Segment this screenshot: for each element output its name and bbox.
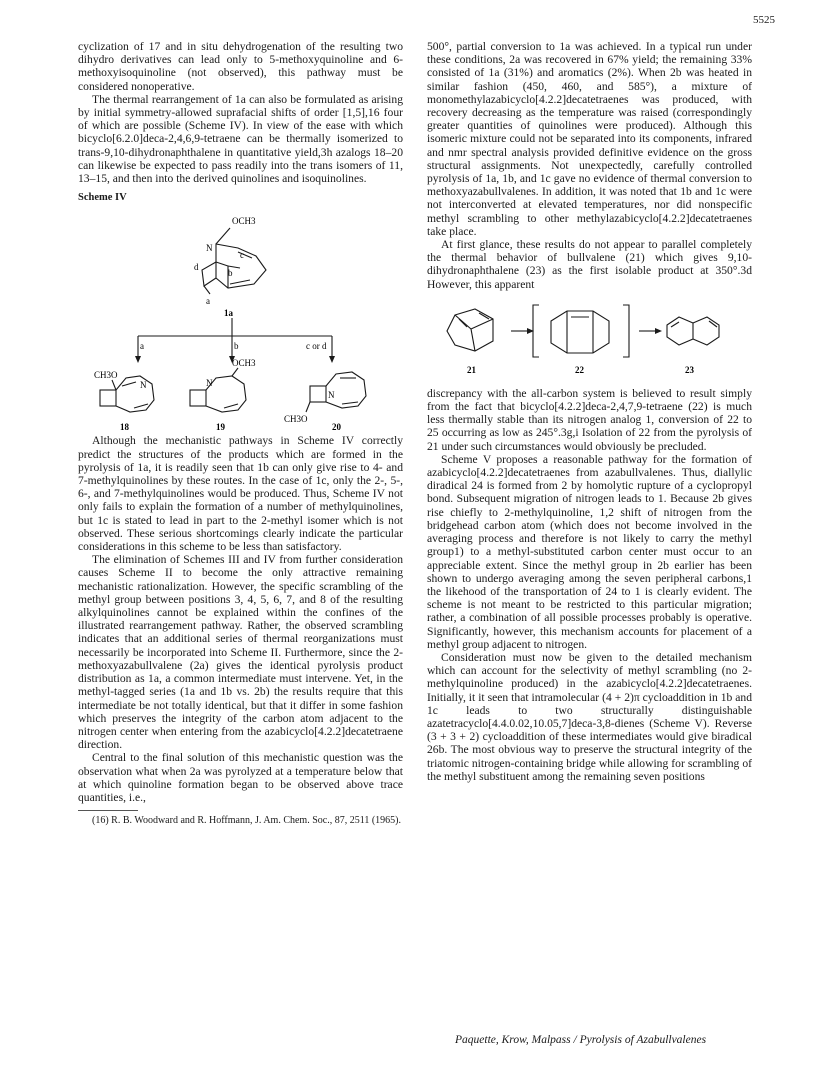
right-paragraph-4: Scheme V proposes a reasonable pathway for the formation of azabicyclo[4.2.2]decatetraenes from azabullvalenes. Thus, diallylic diradical 24 is formed from 2 by homolytic rupture of a cyclopropyl bond. Subsequent migration of nitrogen leads to 1. Because 2b gives rise chiefly to 2-methylquinoline, 1,2 shift of nitrogen from the bridgehead carbon atom (which does not become involved in the averaging process and therefore is not likely to carry the methyl group1) to a methyl-substituted carbon center must occur to an appreciable extent. Since the methyl group in 2b earlier has been shown to undergo averaging among the seven peripheral carbons,1 the likehood of the transportation of 24 to 1 is clearly evident. The scheme is not meant to be restricted to this particular migration; rather, a combination of all possible processes probably is operative. Significantly, however, this mechanism accounts for placement of a methyl group adjacent to nitrogen.	[427, 452, 752, 651]
right-column	[427, 40, 752, 783]
scheme-iv-drawing	[78, 206, 403, 434]
scheme-iv-branch-b: b	[234, 341, 239, 352]
scheme-iv-label-18: 18	[120, 422, 129, 433]
footnote-16: (16) R. B. Woodward and R. Hoffmann, J. Am. Chem. Soc., 87, 2511 (1965).	[92, 815, 401, 827]
bullvalene-scheme-figure	[427, 295, 752, 385]
right-paragraph-3: discrepancy with the all-carbon system is believed to result simply from the fact that bicyclo[4.2.2]deca-2,4,7,9-tetraene (22) is much less thermally stable than its nitrogen analog 1, conversion of 22 to 25 occurring as low as 245°.3g,i Isolation of 22 from the pyrolysis of 21 under such circumstances would obviously be precluded.	[427, 386, 752, 453]
scheme-iv-1a-methoxy: OCH3	[232, 216, 256, 227]
compound-23-label: 23	[685, 364, 694, 375]
scheme-iv-branch-a: a	[140, 341, 144, 352]
left-column	[78, 40, 403, 827]
page-number: 5525	[753, 14, 775, 26]
scheme-iv-label-20: 20	[332, 422, 341, 433]
left-paragraph-2: The thermal rearrangement of 1a can also be formulated as arising by initial symmetry-allowed suprafacial shifts of order [1,5],16 four of which are possible (Scheme IV). In view of the ease with which bicyclo[6.2.0]deca-2,4,6,9-tetraene can be thermally isomerized to trans-9,10-dihydronaphthalene in quantitative yield,3h azalogs 18–20 can likewise be expected to pass readily into the trans isomers of 11, 13–15, and then into the derived quinolines and isoquinolines.	[78, 92, 403, 186]
scheme-iv-20-methoxy: CH3O	[284, 414, 308, 425]
scheme-iv-20-nitrogen: N	[328, 390, 335, 401]
scheme-iv-site-d: d	[194, 262, 199, 273]
right-paragraph-5: Consideration must now be given to the detailed mechanism which can account for the selectivity of methyl scrambling (no 2-methylquinoline produced) in the azabicyclo[4.2.2]decatetraenes. Initially, it it seen that intramolecular (4 + 2)π cycloaddition in 1b and 1c leads to two structurally distinguishable azatetracyclo[4.4.0.02,10.05,7]deca-3,8-dienes (Scheme V). Reverse (3 + 3 + 2) cycloaddition of these intermediates would give biradical 26b. The most obvious way to preserve the structural integrity of the triatomic nitrogen-containing bridge while allowing for scrambling of the methyl substituent among the remaining seven positions	[427, 650, 752, 783]
scheme-iv-19-nitrogen: N	[206, 378, 213, 389]
scheme-iv-1a-nitrogen: N	[206, 243, 213, 254]
right-paragraph-2: At first glance, these results do not appear to parallel completely the thermal behavior of bullvalene (21) which gives 9,10-dihydronaphthalene (23) as the first isolable product at 350°.3d However, this apparent	[427, 238, 752, 291]
scheme-iv-branch-c-or-d: c or d	[306, 341, 327, 352]
footnote-rule	[78, 810, 138, 811]
scheme-iv-site-b: b	[228, 268, 233, 279]
running-footer: Paquette, Krow, Malpass / Pyrolysis of Azabullvalenes	[455, 1034, 707, 1046]
scheme-iv-figure	[78, 206, 403, 434]
scheme-iv-label-19: 19	[216, 422, 225, 433]
compound-22-label: 22	[575, 364, 584, 375]
compound-21-label: 21	[467, 364, 476, 375]
scheme-iv-title: Scheme IV	[78, 192, 127, 204]
scheme-iv-site-c: c	[240, 250, 244, 261]
left-paragraph-4: The elimination of Schemes III and IV from further consideration causes Scheme II to become the only attractive remaining mechanistic rationalization. However, the specific scrambling of the methyl group between positions 3, 4, 5, 6, 7, and 8 of the resulting alkylquinolines cannot be explained within the confines of the illustrated rearrangement pathway. Rather, the observed scrambling indicates that an additional series of thermal reorganizations must necessarily be incorporated into Scheme II. Furthermore, since the 2-methoxyazabullvalene (2a) gives the identical pyrolysis product distribution as 1a, a common intermediate must intervene. Yet, in the methyl-tagged series (1a and 1b vs. 2b) the results require that this intermediate be not totally identical, but that it differ in some fashion which preserves the integrity of the carbon atom adjacent to the nitrogen center when entering from the azabicyclo[4.2.2]decatetraene direction.	[78, 553, 403, 752]
scheme-iv-18-nitrogen: N	[140, 380, 147, 391]
left-paragraph-1: cyclization of 17 and in situ dehydrogenation of the resulting two dihydro derivatives can lead only to 5-methoxyquinoline and 6-methoxyisoquinoline (not observed), this pathway must be considered nonoperative.	[78, 40, 403, 93]
scheme-iv-compound-1a: 1a	[224, 308, 233, 319]
scheme-iv-18-methoxy: CH3O	[94, 370, 118, 381]
bullvalene-scheme-drawing	[427, 295, 752, 385]
scheme-iv-site-a: a	[206, 296, 210, 307]
right-paragraph-1: 500°, partial conversion to 1a was achieved. In a typical run under these conditions, 2a was recovered in 67% yield; the remaining 33% consisted of 1a (31%) and aromatics (2%). When 2b was heated in similar fashion (450, 460, and 585°), a mixture of monomethylazabicyclo[4.2.2]decatetraenes was produced, with recovery decreasing as the temperature was raised (correspondingly greater quantities of quinolines were produced). Although this isomeric mixture could not be separated into its components, infrared and nmr spectral analysis provided definitive evidence on the gross structural assignments. Not unexpectedly, carefully controlled pyrolysis of 1a, 1b, and 1c gave no evidence of thermal conversion to methoxyazabullvalenes. In addition, it was noted that 1b and 1c were not interconverted at elevated temperatures, nor did nonspecific methyl scrambling to other methylazabicyclo[4.2.2]decatetraenes take place.	[427, 40, 752, 238]
left-paragraph-3: Although the mechanistic pathways in Scheme IV correctly predict the structures of the products which are formed in the pyrolysis of 1a, it is readily seen that 1b can only give rise to 4- and 7-methylquinolines by these routes. In the case of 1c, only the 2-, 5-, 6-, and 7-methylquinolines would be produced. Thus, Scheme IV not only fails to explain the formation of a number of methylquinolines, but 1c is stated to lead in part to the 2-methyl isomer which is not observed. These serious shortcomings clearly indicate the particular considerations in this scheme to be less than satisfactory.	[78, 434, 403, 554]
left-paragraph-5: Central to the final solution of this mechanistic question was the observation what when 2a was pyrolyzed at a temperature below that at which quinoline formation began to be observed above trace quantities, i.e.,	[78, 751, 403, 804]
scheme-iv-19-methoxy: OCH3	[232, 358, 256, 369]
